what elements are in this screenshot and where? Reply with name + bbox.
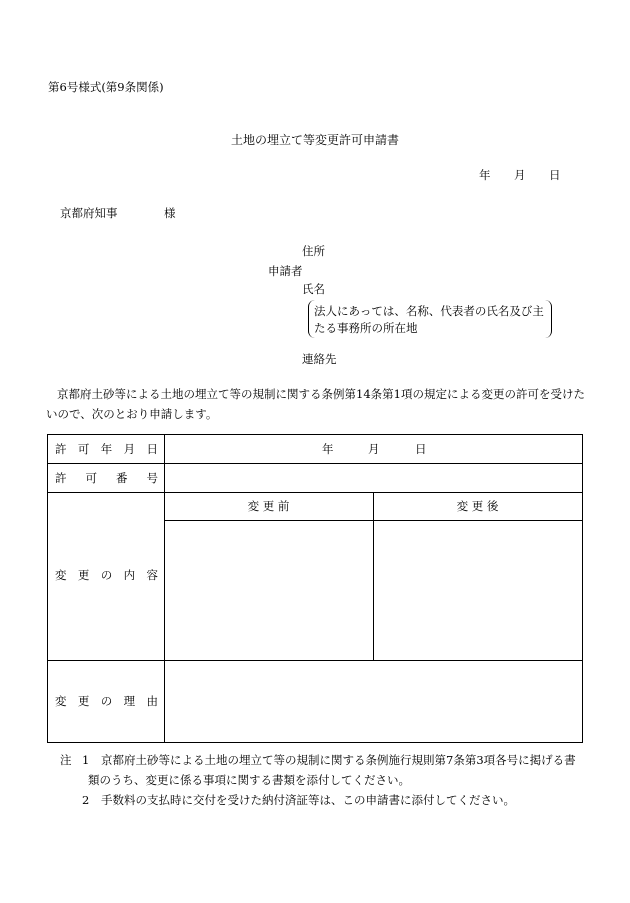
row-divider — [48, 660, 582, 661]
permit-date-year: 年 — [322, 442, 334, 456]
row-divider — [48, 492, 582, 493]
address-label: 住所 — [302, 244, 325, 258]
note-2-number: 2 — [82, 793, 90, 807]
date-month: 月 — [514, 168, 526, 182]
addressee-honorific: 様 — [164, 206, 176, 220]
applicant-label: 申請者 — [268, 264, 303, 278]
after-change-header: 変 更 後 — [456, 499, 499, 513]
document-title: 土地の埋立て等変更許可申請書 — [230, 133, 399, 147]
application-table — [47, 434, 583, 743]
note-1-line2: 類のうち、変更に係る事項に関する書類を添付してください。 — [88, 773, 410, 787]
application-statement: 京都府土砂等による土地の埋立て等の規制に関する条例第14条第1項の規定による変更の許可を受けたいので、次のとおり申請します。 — [46, 387, 585, 421]
before-change-header: 変 更 前 — [247, 499, 290, 513]
change-reason-label: 変 更 の 理 由 — [55, 694, 158, 708]
permit-number-label: 許 可 番 号 — [55, 471, 158, 485]
note-2-line1: 手数料の支払時に交付を受けた納付済証等は、この申請書に添付してください。 — [101, 793, 515, 807]
name-label: 氏名 — [302, 282, 325, 296]
form-number: 第6号様式(第9条関係) — [48, 80, 164, 94]
note-1-number: 1 — [82, 753, 90, 767]
permit-date-day: 日 — [415, 442, 427, 456]
note-1-line1: 京都府土砂等による土地の埋立て等の規制に関する条例施行規則第7条第3項各号に掲げる書 — [101, 753, 576, 767]
column-divider — [373, 492, 374, 660]
addressee-name: 京都府知事 — [60, 206, 118, 220]
contact-label: 連絡先 — [302, 352, 337, 366]
notes-prefix: 注 — [60, 753, 72, 767]
date-day: 日 — [549, 168, 561, 182]
permit-date-month: 月 — [368, 442, 380, 456]
change-content-label: 変 更 の 内 容 — [55, 568, 158, 582]
corporate-note: 法人にあっては、名称、代表者の氏名及び主たる事務所の所在地 — [314, 304, 544, 335]
column-divider — [164, 435, 165, 742]
row-divider — [48, 463, 582, 464]
date-year: 年 — [479, 168, 491, 182]
permit-date-label: 許 可 年 月 日 — [55, 442, 158, 456]
